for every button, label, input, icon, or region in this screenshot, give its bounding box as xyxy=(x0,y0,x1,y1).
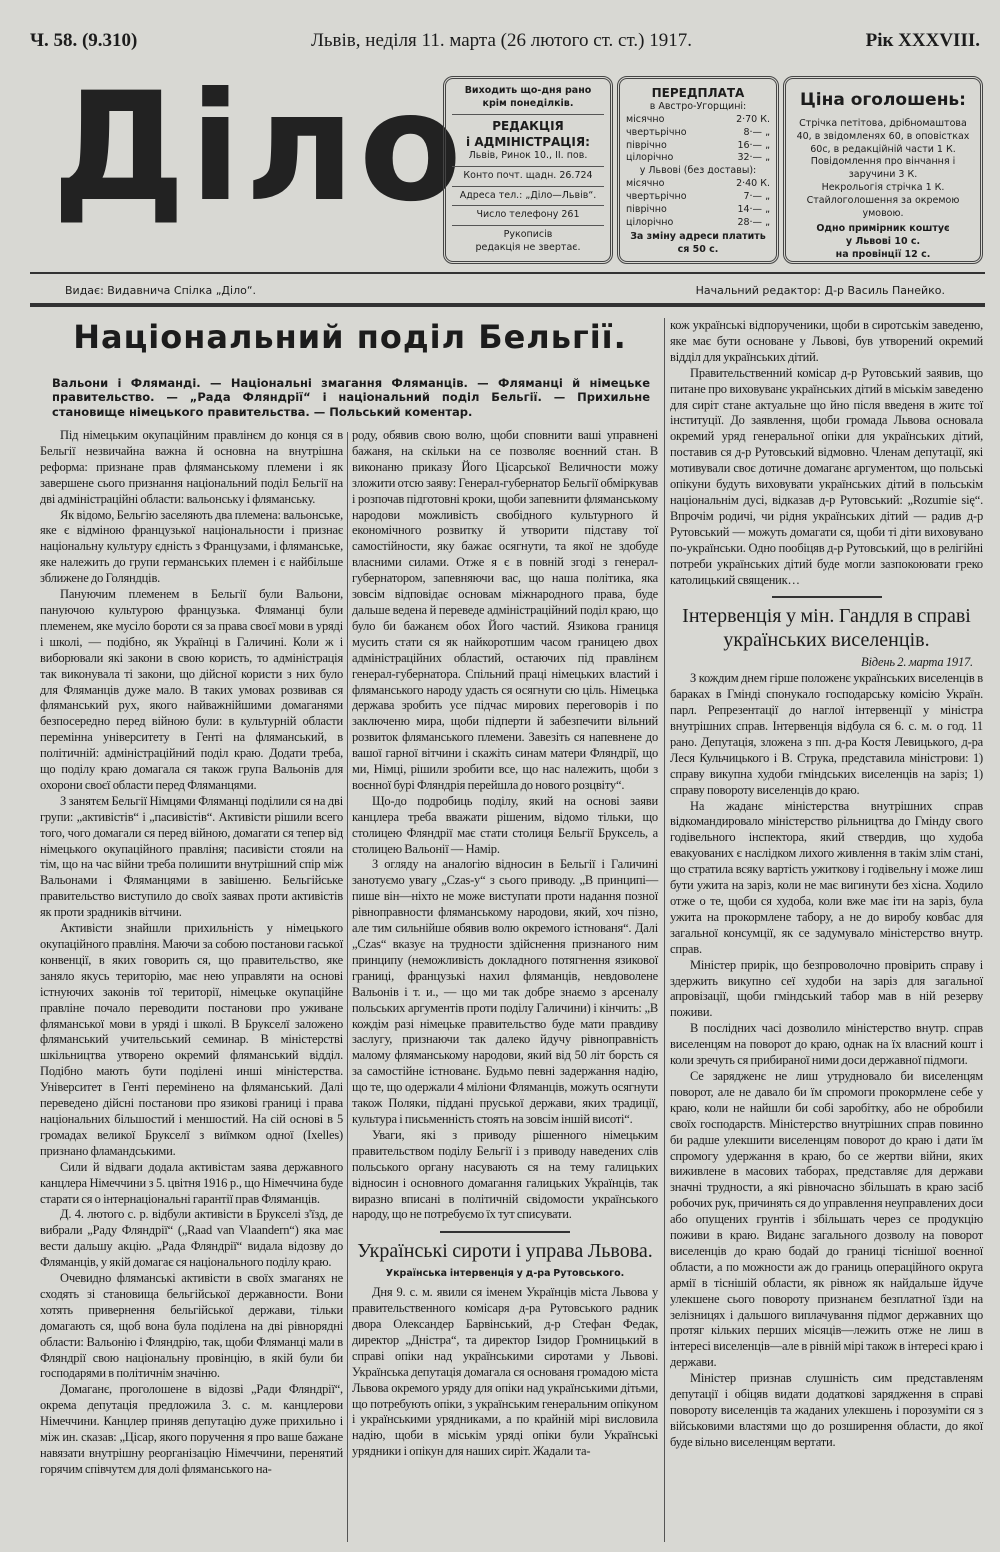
paragraph: З огляду на аналогію відносин в Бельгії і Галичині занотуємо увагу „Czas-у“ з сього приводу. „В принципі—пише він—ніхто не може виступати проти надання позної рівноправности фляманському народови, який, хоч пізно, але тим сильнійше обявив волю окремого істнованя“. Далі „Czas“ вказує на трудности здійснення признаного ним принципу (неможливість докладного потягнення язикової границі, французькі нахил фляманців, невдоволене Вальонів і т. и., — що ми так добре знаємо з арсеналу польських аргументів проти поділу Галичини) і кінчить: „В кождім разі німецьке правительство буде мати правдиву заслугу, признаючи так далеко йдучу рівноправність малому фляманському народови, який від 50 літ борсть ся за самостійне істнованє. Будьмо певні задержання надію, що те, що одержали 4 міліони Фляманців, можуть осягнути також Поляки, піддані пруської держави, яких традиції, культура і письменність стоять на зовсім іншій висоті“. xyxy=(352,857,658,1126)
editor: Начальний редактор: Д-р Василь Панейко. xyxy=(695,284,945,297)
paragraph: Очевидно фляманські активісти в своїх змаганях не сходять зі становища бельгійської державности. Вони хотять привернення бельгійської держави, тільки домагають ся, щоб вона була поділена на дві рівнорядні области: Вальонію і Фляндрію, так, щоби Фляманці мали в Фляндрії свою національну провінцію, в якій були би господарями в політичнім значіню. xyxy=(40,1271,343,1381)
period: чвертьрічно xyxy=(626,190,687,202)
subscription-note: За зміну адреси платить ся 50 с. xyxy=(630,231,766,256)
price: 8·— „ xyxy=(743,126,770,138)
ad-price-line: Стайлоголошення за окремою умовою. xyxy=(806,194,960,219)
paragraph: Міністер признав слушність сим представленям депутації і обіцяв видати додаткові зарядження в справі повороту виселенців та жаданих улекшень і порозуміти ся з військовими властями що до розширення области, до якої буде вільно виселенцям вертати. xyxy=(670,1371,983,1449)
paragraph: Під німецьким окупаційним правлінєм до конця ся в Бельгії незвичайна важна й основна на внутрішна реформа: признане прав фляманському племени і як завершене сього признання національний поділ Бельгії на дві адміністраційні области: вальонську і фляманську. xyxy=(40,428,343,506)
article3-dateline: Відень 2. марта 1917. xyxy=(861,655,973,670)
price-row xyxy=(626,217,770,230)
price-row xyxy=(626,114,770,127)
paragraph: В послідних часі дозволило міністерство внутр. справ виселенцям на поворот до краю, однак на їх власний кошт і коли зречуть ся прибираної ними доси державної підмоги. xyxy=(670,1021,983,1068)
paragraph: кож українські відпорученики, щоби в сиротськім заведеню, яке має бути основане у Львові, був утворений окремий відділ для українських дітий. xyxy=(670,318,983,364)
masthead-logo: Діло xyxy=(52,61,466,235)
period: піврічно xyxy=(626,139,667,151)
subscription-region: у Львові (без доставы): xyxy=(639,165,757,177)
subscription-box xyxy=(617,76,779,264)
paragraph: Д. 4. лютого с. р. відбули активісти в Брукселі з'їзд, де вибрали „Раду Фляндрії“ („Raad van Vlaandern“) яка має вести дальшу акцію. „Рада Фляндрії“ видала відозву до Фляманців, у якій домагає ся національного поділу краю. xyxy=(40,1207,343,1270)
subscription-title: ПЕРЕДПЛАТА xyxy=(651,86,745,100)
column-divider xyxy=(347,432,348,1542)
price: 32·— „ xyxy=(737,152,770,164)
divider xyxy=(30,272,985,274)
info-line: Число телефону 261 xyxy=(452,209,604,226)
divider xyxy=(772,596,882,598)
subscription-region: в Австро-Угорщині: xyxy=(649,101,747,113)
publisher: Видає: Видавнича Спілка „Діло“. xyxy=(65,284,257,297)
period: місячно xyxy=(626,178,665,190)
period: цілорічно xyxy=(626,216,674,228)
paragraph: Дня 9. с. м. явили ся іменем Українців міста Львова у правительственного комісаря д-ра Рутовського радник двора Олександер Барвінський, д-р Стефан Федак, директор „Дністра“, та директор Ізидор Громницький в справі опіки над українськими сиротами у Львові. Українська депутація домагала ся основаня громадою міста Львова окремого уряду для опіки над українськими дітьми, що потребують опіки, з українським генеральним опікуном і українськими урядниками, а по крайній мірі висловила надію, щоби в міськім уряді опіки були Українські урядники і опікун для наших сиріт. Жадали та- xyxy=(352,1285,658,1459)
info-box xyxy=(443,76,613,264)
paragraph: Правительственний комісар д-р Рутовський заявив, що питане про виховуванє українських дітий в міськім заведеню для сиріт стане актуальне що йно після введеня в житє тої інституції. До заявлення, щоби громада Львова основала окремий уряд генеральної опіки для українських дітий, поставив ся д-р Рутовський відмовно. Членам депутації, які мотивували своє дотичне домаганє аргументом, що польські опікуни будуть виховувати українських дітий в польськім національнім дусі, відказав д-р Рутовський: „Rozumie się“. Впрочім родичі, чи рідня українських дітий — радив д-р Рутовський — можуть домагати ся, щоби ті діти виховувано по-українськи. Одно пообіцяв д-р Рутовський, що в релігійні потреби українських дітий буде могли зазпокоювати греко католицький священик… xyxy=(670,365,983,587)
info-line: РЕДАКЦІЯ xyxy=(492,118,564,133)
issue-header xyxy=(30,30,980,52)
ad-price-line: на провінції 12 с. xyxy=(835,249,931,261)
issue-number: Ч. 58. (9.310) xyxy=(30,30,138,51)
article-column-3 xyxy=(670,318,983,1451)
article-column-2 xyxy=(352,428,658,1460)
price-row xyxy=(626,152,770,165)
issue-date: Львів, неділя 11. марта (26 лютого ст. ст.) 1917. xyxy=(311,30,692,51)
price-row xyxy=(626,178,770,191)
info-line: Виходить що-дня рано xyxy=(464,85,592,96)
price: 7·— „ xyxy=(743,190,770,202)
paragraph: Сили й відваги додала активістам заява державного канцлера Німеччини з 5. цвітня 1916 р., що Німеччина буде старати ся о інтернаціональні гарантії прав Фляманців. xyxy=(40,1159,343,1206)
paragraph: Як відомо, Бельгію заселяють два племена: вальонське, яке є відміною французької національности і признає національну культуру єдність з Французами, і фляманське, яке належить до групи германських племен і є найбільше зближене до Голяндців. xyxy=(40,507,343,586)
info-line: і АДМІНІСТРАЦІЯ: xyxy=(466,134,590,149)
issue-year: Рік XXXVIII. xyxy=(865,30,980,51)
period: місячно xyxy=(626,114,665,125)
paragraph: Активісти знайшли прихильність у німецького окупаційного правліня. Маючи за собою постанови гаської конвенції, в яких говорить ся, що правительство, яке заняло якусь територію, має нею управляти на основі істнуючих законів тої території, німецьке окупаційне правліне почало переводити постанови про уживане фляманської мови в уряді і школі. В Брукселї заложено фляманський учительський семинар. В міністерстві шкільництва утворено окремий фляманський відділ. Подібно мають бути поділені инші міністерства. Університет в Генті перемінено на фляманський. Далі переведено дійсні постанови про язикові границі і права національних більшостий і меншостий. На сій основі в 5 громадах великої Брукселї з виїмком одної (Ixelles) признано фламандськими. xyxy=(40,921,343,1158)
info-line: крім понеділків. xyxy=(452,98,604,115)
article3-title: Інтервенція у мін. Гандля в справі українських виселенців. xyxy=(682,605,971,652)
divider xyxy=(440,1231,570,1233)
publisher-line xyxy=(65,284,945,297)
ad-price-line: Одно примірник коштує xyxy=(816,223,950,235)
ad-prices-box xyxy=(783,76,983,264)
paragraph: Уваги, які з приводу рішенного німецьким правительством поділу Бельгії і з приводу наведених слів польського органу насувають ся на тему галицьких відносин і основного домагання галицьких Українців, так виразно вписані в політичній свідомости українського народу, що не потребуємо їх тут списувати. xyxy=(352,1127,658,1222)
ad-prices-title: Ціна оголошень: xyxy=(800,90,966,110)
price-row xyxy=(626,140,770,153)
article2-lead: Українська інтервенція у д-ра Рутовського. xyxy=(385,1268,625,1280)
paragraph: Домаганє, проголошене в відозві „Ради Фляндрії“, окрема депутація предложила 3. с. м. канцлерови Німеччини. Канцлер приняв депутацію дуже прихильно і між ин. сказав: „Цісар, якого поручення я про ваше бажане навязати внутрішну реорганізацію Німеччини, перенятий горячим співчутєм для долі фляманського на- xyxy=(40,1382,343,1476)
paragraph: Се зарядженє не лиш утрудновало би виселенцям поворот, але не давало би їм спромоги прокормлене себе у краю, коли не найшли би собі заробітку, або не обробили своїх господарств. Міністерство внутрішних справ повинно би радше улекшити виселенцям поворот до краю і дати їм спромогу удержання в краю, бо се жертви війни, яких виживлене в масових таборах, представляє для держави значні трудности, а які рівночасно збільшать в краю засіб робочих рук, причинять ся до управлення неуправлених доси або опущених грунтів і збільшать через се продукцію поживи в краю. Виданє загального дозволу на поворот виселенців до краю бодай до границі тіснішої воєнної области, а по можности аж до границь оперaційного округа армії в тіснішій области, як рівнож як найдальше йдуче улекшене сього повороту признанєм безплатної їзди на зелізницях і дальшого виплачування підмог державних що протяг кільких перших місяців—лежить отже не лиш в інтересі виселенців—але в рівній мірі також в інтересі краю і держави. xyxy=(670,1068,983,1370)
price: 28·— „ xyxy=(737,216,770,228)
paragraph: З занятєм Бельгії Німцями Фляманці поділили ся на дві групи: „активістів“ і „пасивістів“. Активісти рішили всего того, чого домагали ся перед війною, домагати ся тепер від німецького окупаційного правліня; пасивісти стояли на тім, що на час війни треба полишити внутрішний спір між Вальонами і Фляманцями в завішеню. Бельгійське правительство виступило до своїх заявах проти активістів як проти зрадників вітчини. xyxy=(40,793,343,920)
price: 14·— „ xyxy=(737,203,770,215)
paragraph: роду, обявив свою волю, щоби сповнити ваші управнені бажаня, на скільки на се позволяє воєнний стан. В виконаню приказу Його Цісарської Величности можу зложити отсю заяву: Генерал-губернатор Бельгії обміркував і розпочав підготовні кроки, щоби запевнити фляманському народови можливість свобідного культурного й економічного розвитку й утворити підставу тої самостійности, яку бажає осягнути, та якої не здобуде власними силами. Отже я є в повній згоді з генерал-губернатором, запевняючи вас, що наша політика, яка зовсім відповідає основам міжнародного права, буде дальше ведена й переведе адміністраційний поділ краю, що було би бажанєм обох Його частий. Язикова границя мусить стати ся як найкоротшим часом границею двох адміністраційних областий, остаючих під правлінєм генерал-губернатора. Спільний праці німецьких властий і фляманського народу удасть ся осягнути сю ціль. Німецька держава зробить усе підчас мирових переговорів і по заключеню мира, щоби підперти й забезпечити вільний розвиток фляманського племени. Завезіть ся напевнене до вашої гарної вітчини і скажіть синам матери Фляндрії, що ми, Німці, рішили зробити все, що нас належить, щоби з воєнної бурі Фляндрія перейшла до нового розцвіту“. xyxy=(352,428,658,792)
price: 2·40 К. xyxy=(736,178,770,190)
period: чвертьрічно xyxy=(626,126,687,138)
article-subheads: Вальони і Фляманді. — Національні змагання Фляманців. — Фляманці й німецьке правительство. — „Рада Фляндрії“ і національний поділ Бельгії. — Прихильне становище німецького правительства. — Польський коментар. xyxy=(52,376,650,419)
info-line: Рукописів xyxy=(503,229,553,241)
divider xyxy=(30,303,985,307)
paragraph: Міністер прирік, що безпроволочно провірить справу і здержить викупно сеї худоби на заріз для загальної апровізації, щоби гміндський табор мав в ній резерву поживи. xyxy=(670,957,983,1020)
info-line: Львів, Ринок 10., II. пов. xyxy=(452,150,604,167)
info-line: редакція не звертає. xyxy=(475,242,581,254)
price: 2·70 К. xyxy=(736,114,770,125)
column-divider xyxy=(664,318,665,1542)
paragraph: Пануючим племенем в Бельгії були Вальони, пануючою культурою французька. Фляманці були племенем, яке мусіло бороти ся за права своєї мови в уряді і школі, — подібно, як Українці в Галичині. Коли ж і виборювали які закони в свою користь, то адміністрація так виконувала ті закони, що дійсної користи з них було для Фляманців дуже мало. В таких умовах розвивав ся фляманський рух, якого найважнійшими домаганями безпосередно перед війною були: в культурній области перемінна університету в Генті на фляманський, в політичній: адміністраційний поділ краю. Додати треба, що поділу краю домагала ся також група Вальонів для охорони своєї области перед Фляманцями. xyxy=(40,587,343,792)
price-row xyxy=(626,204,770,217)
price: 16·— „ xyxy=(737,139,770,151)
info-line: Адреса тел.: „Діло—Львів“. xyxy=(452,190,604,207)
period: цілорічно xyxy=(626,152,674,164)
info-line: Конто почт. щадн. 26.724 xyxy=(452,170,604,187)
article-headline: Національний поділ Бельгії. xyxy=(73,318,627,356)
period: піврічно xyxy=(626,203,667,215)
price-row xyxy=(626,191,770,204)
paragraph: З кождим днем гірше положенє українських виселенців в бараках в Гмінді спонукало господарську комісію Україн. парл. Репрезентації до наглої інтервенції у міністра внутрішних справ. Інтервенція відбула ся 6. с. м. о год. 11 рано. Депутація, зложена з пп. д-ра Костя Левицького, д-ра Леся Кульчицького і В. Стрyка, представила міністрови: 1) справу викупна худоби гміндських виселенців на заріз; 1) справу повороту виселенців до краю. xyxy=(670,671,983,797)
ad-price-line: Стрічка петітова, дрібномаштова 40, в звідомленях 60, в оповістках 60с, в редакційній части 1 К. Повідомлення про вінчання і заручини 3 К. xyxy=(796,117,970,181)
article2-title: Українські сироти і управа Львова. xyxy=(357,1240,653,1263)
article-column-1 xyxy=(40,428,343,1478)
ad-price-line: Некрольогія стрічка 1 К. xyxy=(821,182,945,193)
ad-price-line: у Львові 10 с. xyxy=(845,236,921,248)
paragraph: На жаданє міністерства внутрішних справ відкомандировало міністерство рільництва до Гмінду свого годівельного інспектора, який ствердив, що худоба евакуованих є наслідком лихого живлення в такім злім стані, що стратила всяку вартість ужиткову і годівельну і може лиш бути ужита на заріз, коли не має вигинути без хісна. Ходило отже о те, щоби ся худоба, коли вже має іти на заріз, була ужита на прокормлене табору, а не до виробу ковбас для загальної консумції, як се задумувало міністерство внутр. справ. xyxy=(670,798,983,956)
paragraph: Що-до подробиць поділу, який на основі заяви канцлера треба вважати рішеним, відомо тільки, що столицею Фляндрії має стати столиця Бельгії Бруксель, а столицею Вальонії — Намір. xyxy=(352,793,658,856)
price-row xyxy=(626,127,770,140)
